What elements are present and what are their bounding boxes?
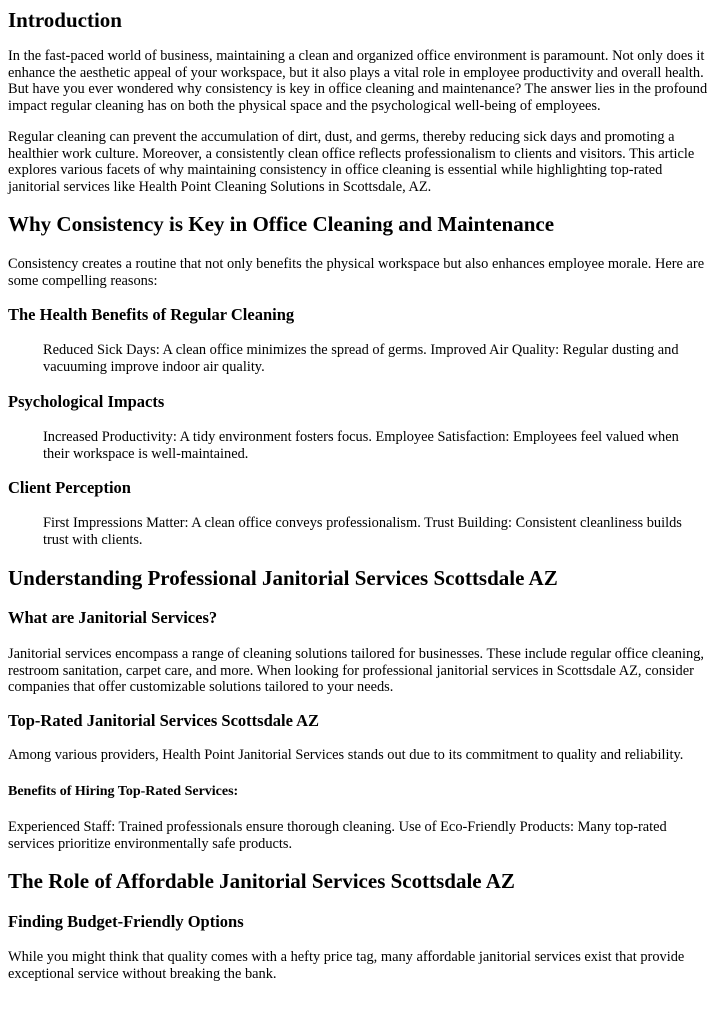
what-janitorial-paragraph: Janitorial services encompass a range of cleaning solutions tailored for businesses. These include regular office cleaning, restroom sanitation, carpet care, and more. When looking for professional janitorial services in Scottsdale AZ, consider companies that offer customizable solutions tailored to your needs. [8,646,704,696]
consistency-heading: Why Consistency is Key in Office Cleaning and Maintenance [8,212,555,236]
top-rated-paragraph: Among various providers, Health Point Janitorial Services stands out due to its commitment to quality and reliability. [8,747,684,763]
budget-paragraph: While you might think that quality comes with a hefty price tag, many affordable janitorial services exist that provide exceptional service without breaking the bank. [8,949,685,982]
benefits-paragraph: Experienced Staff: Trained professionals ensure thorough cleaning. Use of Eco-Friendly Products: Many top-rated services prioritize environmentally safe products. [8,819,667,852]
consistency-paragraph: Consistency creates a routine that not only benefits the physical workspace but also enhances employee morale. Here are some compelling reasons: [8,256,705,289]
intro-heading: Introduction [8,8,122,32]
top-rated-heading: Top-Rated Janitorial Services Scottsdale AZ [8,711,320,730]
psychological-impacts-heading: Psychological Impacts [8,392,165,411]
health-benefits-heading: The Health Benefits of Regular Cleaning [8,305,295,324]
client-perception-heading: Client Perception [8,478,131,497]
health-benefits-quote: Reduced Sick Days: A clean office minimizes the spread of germs. Improved Air Quality: Regular dusting and vacuuming improve indoor air quality. [43,342,679,375]
budget-heading: Finding Budget-Friendly Options [8,912,244,931]
professional-heading: Understanding Professional Janitorial Services Scottsdale AZ [8,566,558,590]
intro-paragraph-2: Regular cleaning can prevent the accumulation of dirt, dust, and germs, thereby reducing sick days and promoting a healthier work culture. Moreover, a consistently clean office reflects professionalism to clients and visitors. This article explores various facets of why maintaining consistency in office cleaning is essential while highlighting top-rated janitorial services like Health Point Cleaning Solutions in Scottsdale, AZ. [8,129,695,195]
psychological-impacts-quote: Increased Productivity: A tidy environment fosters focus. Employee Satisfaction: Employees feel valued when their workspace is well-maintained. [43,429,679,462]
benefits-heading: Benefits of Hiring Top-Rated Services: [8,784,239,799]
client-perception-quote: First Impressions Matter: A clean office conveys professionalism. Trust Building: Consistent cleanliness builds trust with clients. [43,515,682,548]
what-janitorial-heading: What are Janitorial Services? [8,608,218,627]
intro-paragraph-1: In the fast-paced world of business, maintaining a clean and organized office environment is paramount. Not only does it enhance the aesthetic appeal of your workspace, but it also plays a vital role in employee productivity and overall health. But have you ever wondered why consistency is key in office cleaning and maintenance? The answer lies in the profound impact regular cleaning has on both the physical space and the psychological well-being of employees. [8,48,708,114]
affordable-heading: The Role of Affordable Janitorial Services Scottsdale AZ [8,869,515,893]
